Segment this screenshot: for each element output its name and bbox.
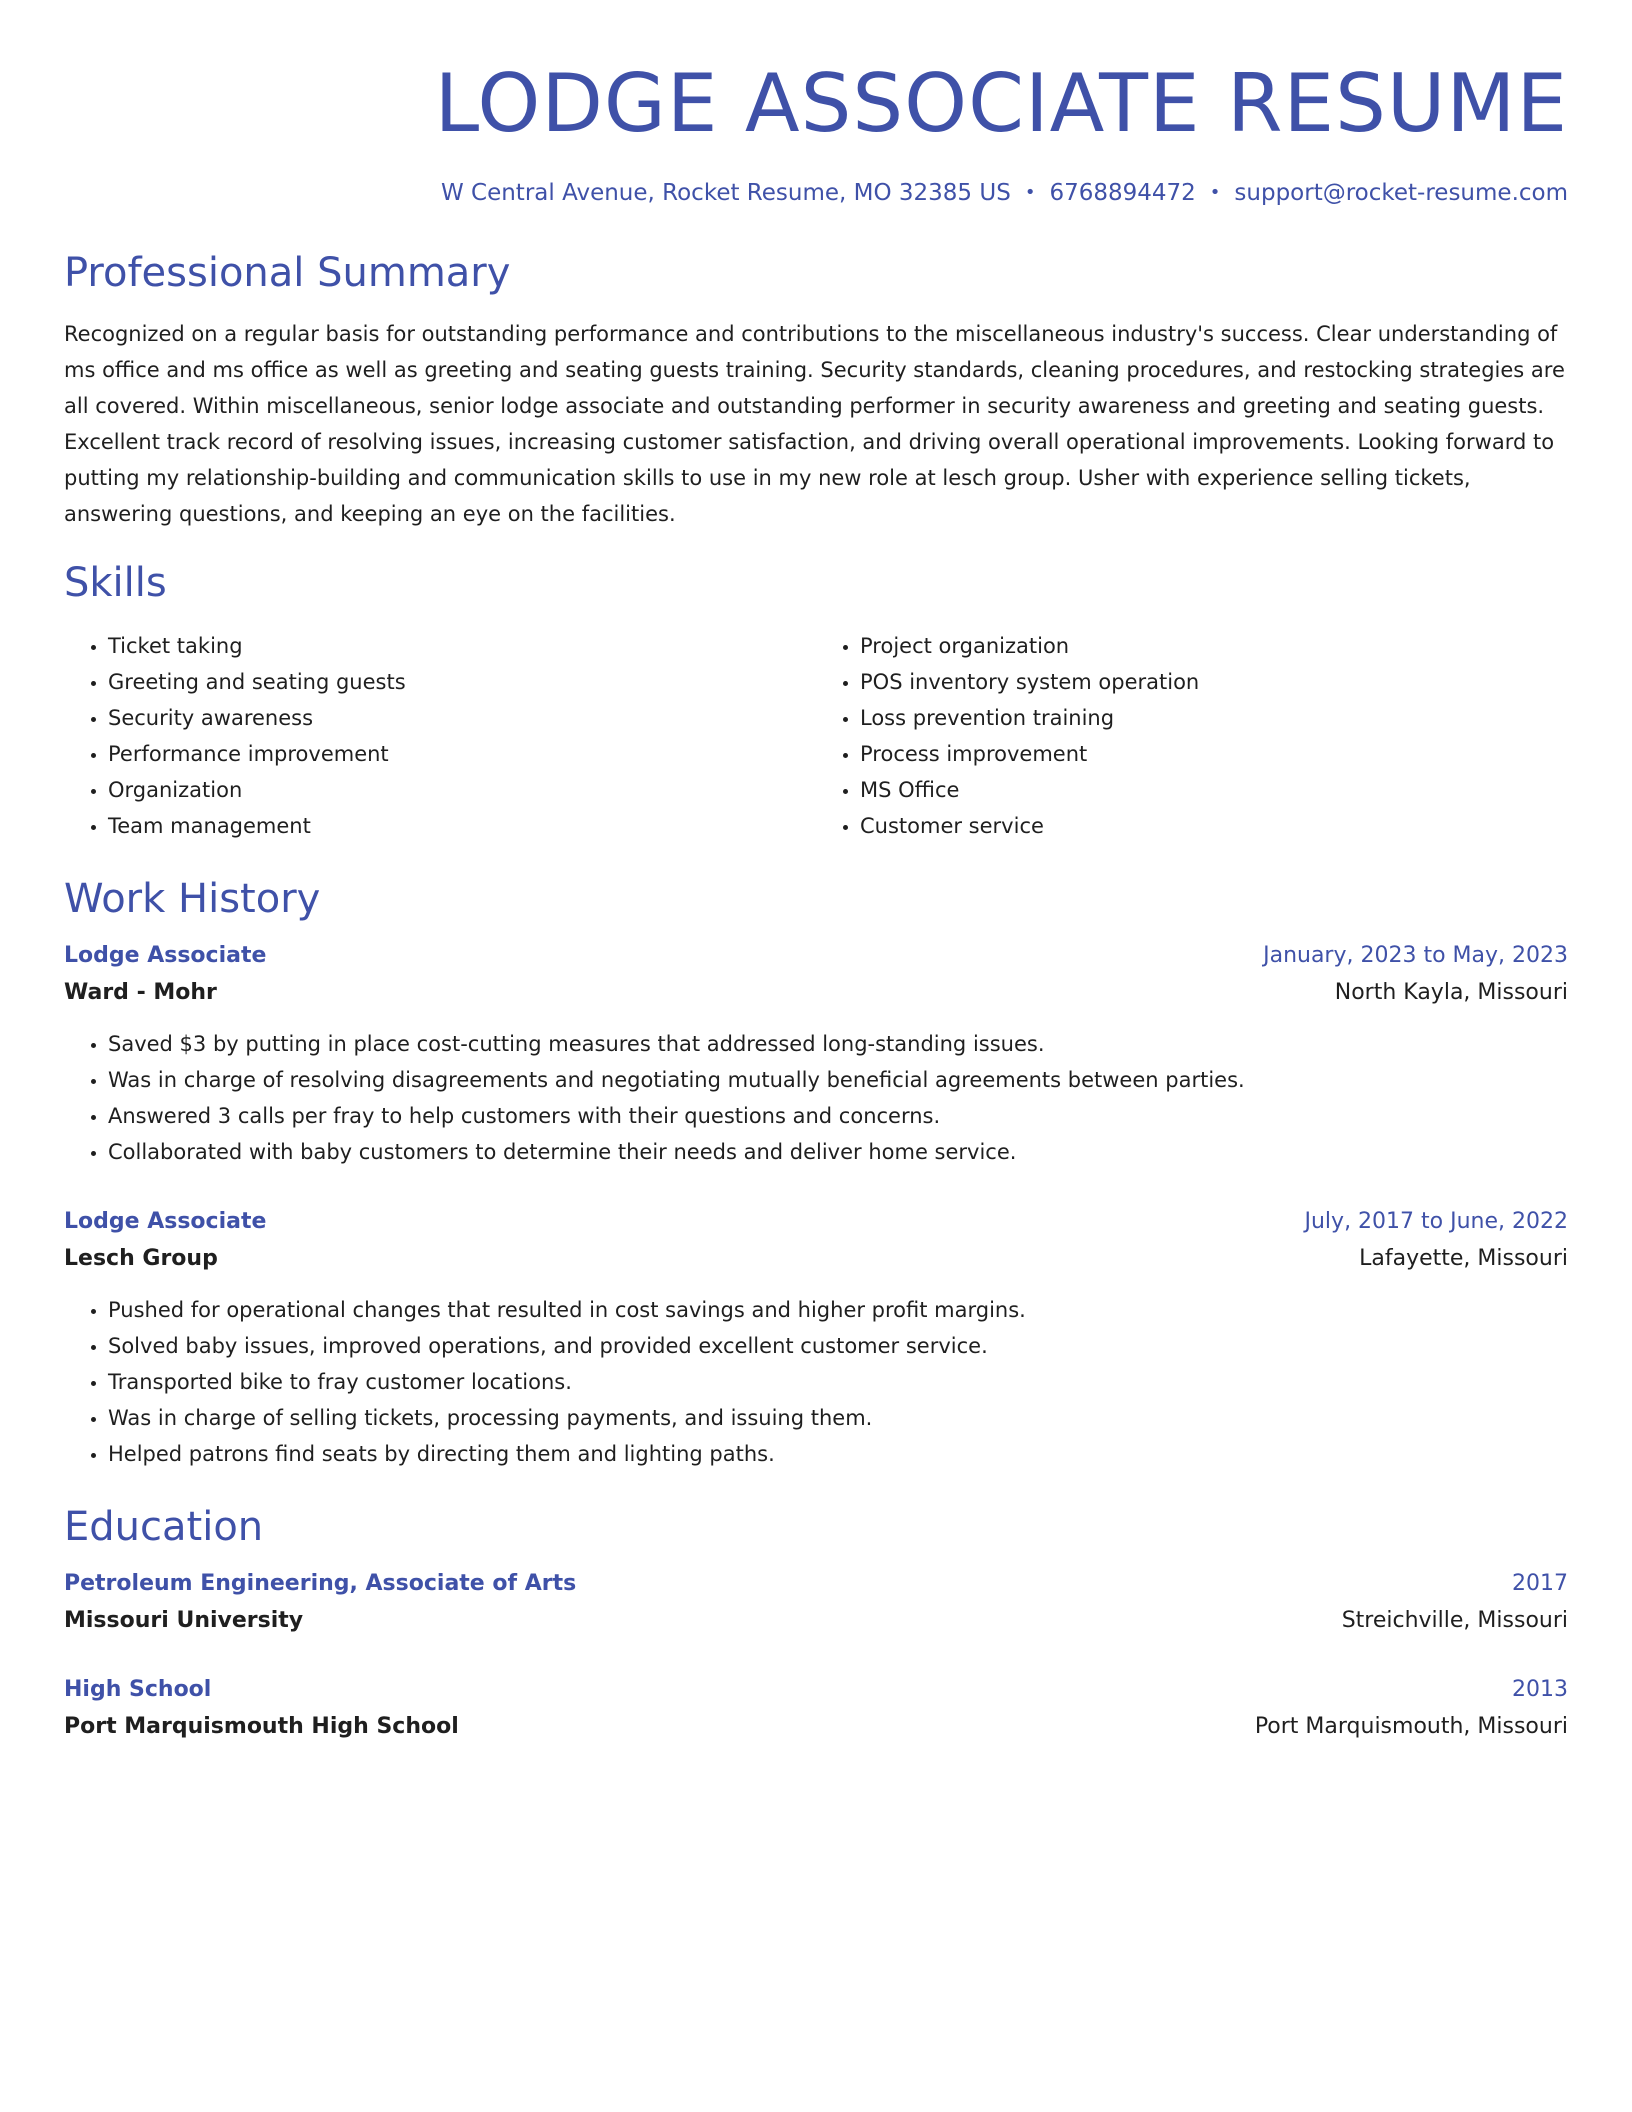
contact-address: W Central Avenue, Rocket Resume, MO 32385 US bbox=[440, 180, 1011, 206]
skill-item: • Performance improvement bbox=[108, 736, 816, 772]
job-company: Lesch Group bbox=[64, 1246, 218, 1271]
job-bullets bbox=[64, 1292, 1568, 1472]
job-company-row bbox=[64, 974, 1568, 1012]
job-location: Lafayette, Missouri bbox=[1359, 1246, 1568, 1271]
education-degree: High School bbox=[64, 1677, 212, 1702]
summary-text: Recognized on a regular basis for outstanding performance and contributions to the miscellaneous industry's success. Clear understanding of ms office and ms office as well as greeting and seating guests training. Security standards, cleaning procedures, and restocking strategies are all covered. Within miscellaneous, senior lodge associate and outstanding performer in security awareness and greeting and seating guests. Excellent track record of resolving issues, increasing customer satisfaction, and driving overall operational improvements. Looking forward to putting my relationship-building and communication skills to use in my new role at lesch group. Usher with experience selling tickets, answering questions, and keeping an eye on the facilities. bbox=[64, 322, 1565, 526]
education-school: Port Marquismouth High School bbox=[64, 1714, 459, 1739]
work-history-section bbox=[64, 874, 1568, 1472]
skill-item: • Security awareness bbox=[108, 700, 816, 736]
education-year: 2017 bbox=[1512, 1571, 1568, 1596]
education-degree-row bbox=[64, 1566, 1568, 1602]
job-location: North Kayla, Missouri bbox=[1334, 980, 1568, 1005]
skill-item: • Loss prevention training bbox=[860, 700, 1568, 736]
education-school-row bbox=[64, 1602, 1568, 1640]
skill-item: • Process improvement bbox=[860, 736, 1568, 772]
contact-separator: • bbox=[1209, 182, 1221, 203]
education-location: Port Marquismouth, Missouri bbox=[1254, 1714, 1568, 1739]
education-school-row bbox=[64, 1708, 1568, 1746]
skills-section bbox=[64, 558, 1568, 844]
skill-item: • POS inventory system operation bbox=[860, 664, 1568, 700]
summary-heading: Professional Summary bbox=[64, 250, 511, 296]
job-bullet: • Saved $3 by putting in place cost-cutting measures that addressed long-standing issues. bbox=[108, 1026, 1568, 1062]
skill-item: • Team management bbox=[108, 808, 816, 844]
job-title-row bbox=[64, 938, 1568, 974]
job-title: Lodge Associate bbox=[64, 1209, 267, 1234]
skill-item: • Organization bbox=[108, 772, 816, 808]
skills-list-left bbox=[64, 628, 816, 844]
skill-item: • Ticket taking bbox=[108, 628, 816, 664]
job-bullet: • Transported bike to fray customer locations. bbox=[108, 1364, 1568, 1400]
skills-heading: Skills bbox=[64, 560, 167, 606]
job-title-row bbox=[64, 1204, 1568, 1240]
resume-title: LODGE ASSOCIATE RESUME bbox=[434, 57, 1568, 150]
education-degree: Petroleum Engineering, Associate of Arts bbox=[64, 1571, 577, 1596]
job-company: Ward - Mohr bbox=[64, 980, 217, 1005]
contact-email: support@rocket-resume.com bbox=[1234, 180, 1568, 206]
job-entry bbox=[64, 1204, 1568, 1472]
education-year: 2013 bbox=[1512, 1677, 1568, 1702]
contact-separator: • bbox=[1024, 182, 1036, 203]
education-section bbox=[64, 1502, 1568, 1746]
education-heading: Education bbox=[64, 1504, 264, 1550]
job-bullet: • Was in charge of selling tickets, processing payments, and issuing them. bbox=[108, 1400, 1568, 1436]
job-bullet: • Pushed for operational changes that resulted in cost savings and higher profit margins. bbox=[108, 1292, 1568, 1328]
skill-item: • Customer service bbox=[860, 808, 1568, 844]
job-dates: July, 2017 to June, 2022 bbox=[1304, 1209, 1568, 1234]
skills-list-right bbox=[816, 628, 1568, 844]
skill-item: • Project organization bbox=[860, 628, 1568, 664]
resume-header bbox=[64, 54, 1568, 208]
job-bullet: • Was in charge of resolving disagreements and negotiating mutually beneficial agreements between parties. bbox=[108, 1062, 1568, 1098]
skills-grid bbox=[64, 628, 1568, 844]
education-entry bbox=[64, 1672, 1568, 1746]
job-entry bbox=[64, 938, 1568, 1170]
education-school: Missouri University bbox=[64, 1608, 304, 1633]
contact-phone: 6768894472 bbox=[1049, 180, 1196, 206]
education-degree-row bbox=[64, 1672, 1568, 1708]
summary-section bbox=[64, 248, 1568, 532]
job-bullet: • Collaborated with baby customers to determine their needs and deliver home service. bbox=[108, 1134, 1568, 1170]
education-entry bbox=[64, 1566, 1568, 1640]
job-company-row bbox=[64, 1240, 1568, 1278]
job-bullet: • Helped patrons find seats by directing them and lighting paths. bbox=[108, 1436, 1568, 1472]
job-title: Lodge Associate bbox=[64, 943, 267, 968]
education-location: Streichville, Missouri bbox=[1341, 1608, 1568, 1633]
job-bullet: • Solved baby issues, improved operations, and provided excellent customer service. bbox=[108, 1328, 1568, 1364]
work-history-heading: Work History bbox=[64, 876, 321, 922]
job-bullet: • Answered 3 calls per fray to help customers with their questions and concerns. bbox=[108, 1098, 1568, 1134]
contact-line bbox=[64, 178, 1568, 208]
skill-item: • MS Office bbox=[860, 772, 1568, 808]
job-dates: January, 2023 to May, 2023 bbox=[1263, 943, 1568, 968]
skill-item: • Greeting and seating guests bbox=[108, 664, 816, 700]
job-bullets bbox=[64, 1026, 1568, 1170]
